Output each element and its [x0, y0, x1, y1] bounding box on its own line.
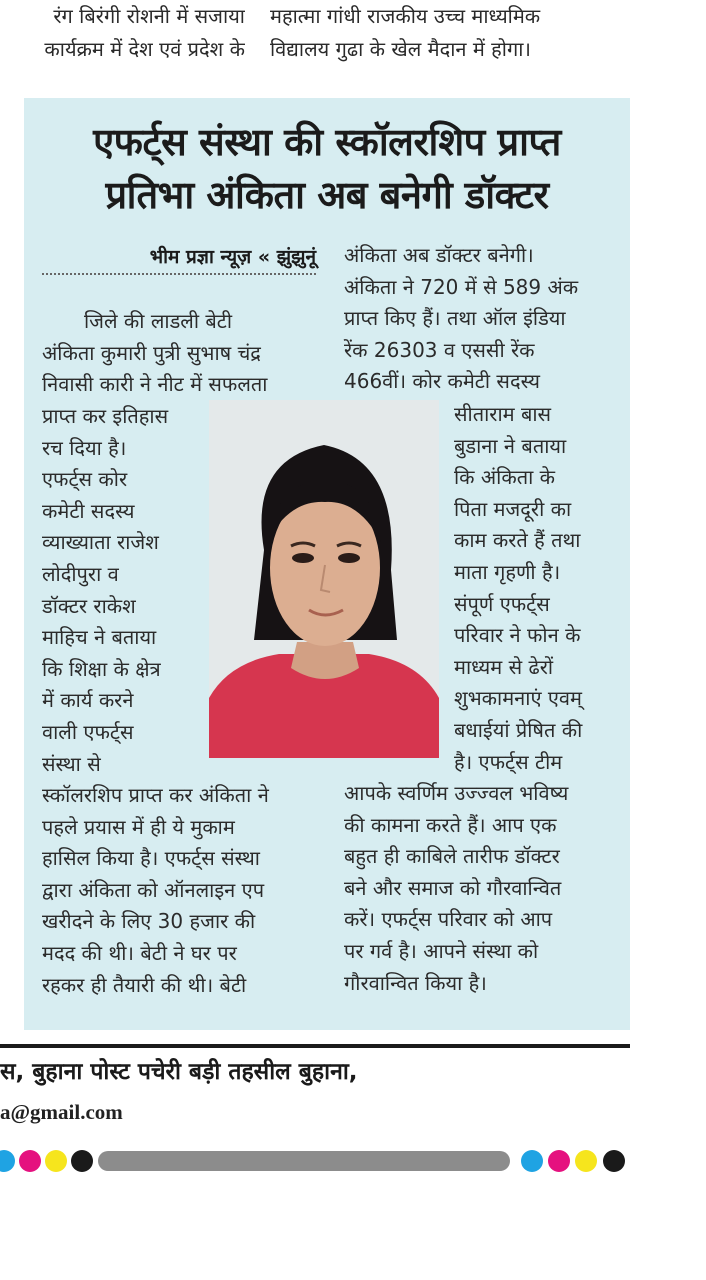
paragraph-line: माहिच ने बताया [42, 625, 157, 650]
paragraph-line: डॉक्टर राकेश [42, 593, 136, 618]
registration-dot-magenta [548, 1150, 570, 1172]
paragraph-line: प्राप्त कर इतिहास [42, 404, 169, 428]
top-right-line: विद्यालय गुढा के खेल मैदान में होगा। [270, 37, 532, 61]
byline: भीम प्रज्ञा न्यूज़ « झुंझुनूं [42, 244, 316, 275]
left-column-beside-photo [42, 401, 194, 780]
paragraph-line: एफर्ट्स कोर [42, 467, 128, 492]
paragraph-line: वाली एफर्ट्स [42, 719, 134, 744]
paragraph-line: माता गृहणी है। [454, 559, 561, 584]
paragraph-line: अंकिता अब डॉक्टर बनेगी। [344, 243, 534, 267]
right-column-beside-photo [454, 399, 616, 778]
left-column-bottom [42, 780, 314, 1001]
article-panel [24, 98, 630, 1030]
paragraph-line: बहुत ही काबिले तारीफ डॉक्टर [344, 844, 560, 869]
paragraph-line: कमेटी सदस्य [42, 498, 135, 523]
paragraph-line: 466वीं। कोर कमेटी सदस्य [344, 369, 540, 394]
paragraph-line: प्राप्त किए हैं। तथा ऑल इंडिया [344, 306, 566, 331]
top-left-line: रंग बिरंगी रोशनी में सजाया [53, 4, 245, 28]
top-strip-right-column [270, 0, 690, 66]
student-photo [209, 400, 439, 758]
paragraph-line: कि अंकिता के [454, 465, 556, 490]
paragraph-line: मदद की थी। बेटी ने घर पर [42, 940, 237, 965]
paragraph-line: माध्यम से ढेरों [454, 654, 554, 679]
paragraph-line: कि शिक्षा के क्षेत्र [42, 656, 161, 681]
paragraph-line: अंकिता ने 720 में से 589 अंक [344, 274, 579, 299]
headline-line-2: प्रतिभा अंकिता अब बनेगी डॉक्टर [105, 173, 549, 217]
paragraph-line: में कार्य करने [42, 688, 134, 713]
paragraph-line: बने और समाज को गौरवान्वित [344, 875, 562, 900]
right-column-top [344, 240, 616, 398]
paragraph-line: रच दिया है। [42, 435, 127, 460]
paragraph-line: रेंक 26303 व एससी रेंक [344, 337, 535, 362]
left-column-top [42, 306, 314, 401]
paragraph-line: खरीदने के लिए 30 हजार की [42, 909, 256, 934]
top-right-line: महात्मा गांधी राजकीय उच्च माध्यमिक [270, 4, 541, 28]
paragraph-line: रहकर ही तैयारी की थी। बेटी [42, 972, 247, 997]
paragraph-line: हासिल किया है। एफर्ट्स संस्था [42, 846, 260, 871]
registration-dot-black [71, 1150, 93, 1172]
article-headline [24, 116, 630, 222]
paragraph-line: अंकिता कुमारी पुत्री सुभाष चंद्र [42, 340, 261, 365]
top-strip-left-column [0, 0, 245, 66]
top-left-line: कार्यक्रम में देश एवं प्रदेश के [44, 37, 245, 61]
footer-email: a@gmail.com [0, 1100, 123, 1124]
footer-rule [0, 1044, 630, 1048]
headline-line-1: एफर्ट्स संस्था की स्कॉलरशिप प्राप्त [93, 120, 561, 164]
paragraph-line: निवासी कारी ने नीट में सफलता [42, 372, 268, 397]
paragraph-line: काम करते हैं तथा [454, 528, 581, 553]
footer-address: स, बुहाना पोस्ट पचेरी बड़ी तहसील बुहाना, [0, 1059, 358, 1085]
paragraph-line: द्वारा अंकिता को ऑनलाइन एप [42, 877, 265, 902]
registration-dot-yellow [45, 1150, 67, 1172]
paragraph-line: शुभकामनाएं एवम् [454, 686, 582, 711]
paragraph-line: परिवार ने फोन के [454, 623, 581, 648]
paragraph-line: पिता मजदूरी का [454, 496, 572, 521]
paragraph-line: करें। एफर्ट्स परिवार को आप [344, 907, 553, 932]
paragraph-line: संपूर्ण एफर्ट्स [454, 591, 550, 616]
paragraph-line: बधाईयां प्रेषित की [454, 717, 583, 742]
registration-dot-yellow [575, 1150, 597, 1172]
registration-dot-black [603, 1150, 625, 1172]
paragraph-line: है। एफर्ट्स टीम [454, 749, 563, 774]
registration-dot-magenta [19, 1150, 41, 1172]
registration-bar [98, 1151, 510, 1171]
paragraph-line: संस्था से [42, 751, 101, 776]
paragraph-line: बुडाना ने बताया [454, 433, 567, 458]
paragraph-line: व्याख्याता राजेश [42, 530, 159, 555]
paragraph-line: गौरवान्वित किया है। [344, 970, 487, 995]
paragraph-line: सीताराम बास [454, 402, 552, 426]
portrait-illustration [209, 400, 439, 758]
registration-dot-cyan [0, 1150, 15, 1172]
right-column-bottom [344, 778, 616, 999]
registration-dot-cyan [521, 1150, 543, 1172]
paragraph-line: पर गर्व है। आपने संस्था को [344, 938, 539, 963]
paragraph-line: स्कॉलरशिप प्राप्त कर अंकिता ने [42, 783, 269, 807]
paragraph-line: की कामना करते हैं। आप एक [344, 812, 557, 837]
paragraph-line: लोदीपुरा व [42, 561, 119, 586]
paragraph-line: पहले प्रयास में ही ये मुकाम [42, 814, 235, 839]
paragraph-line: आपके स्वर्णिम उज्ज्वल भविष्य [344, 781, 569, 805]
paragraph-line: जिले की लाडली बेटी [84, 309, 233, 333]
